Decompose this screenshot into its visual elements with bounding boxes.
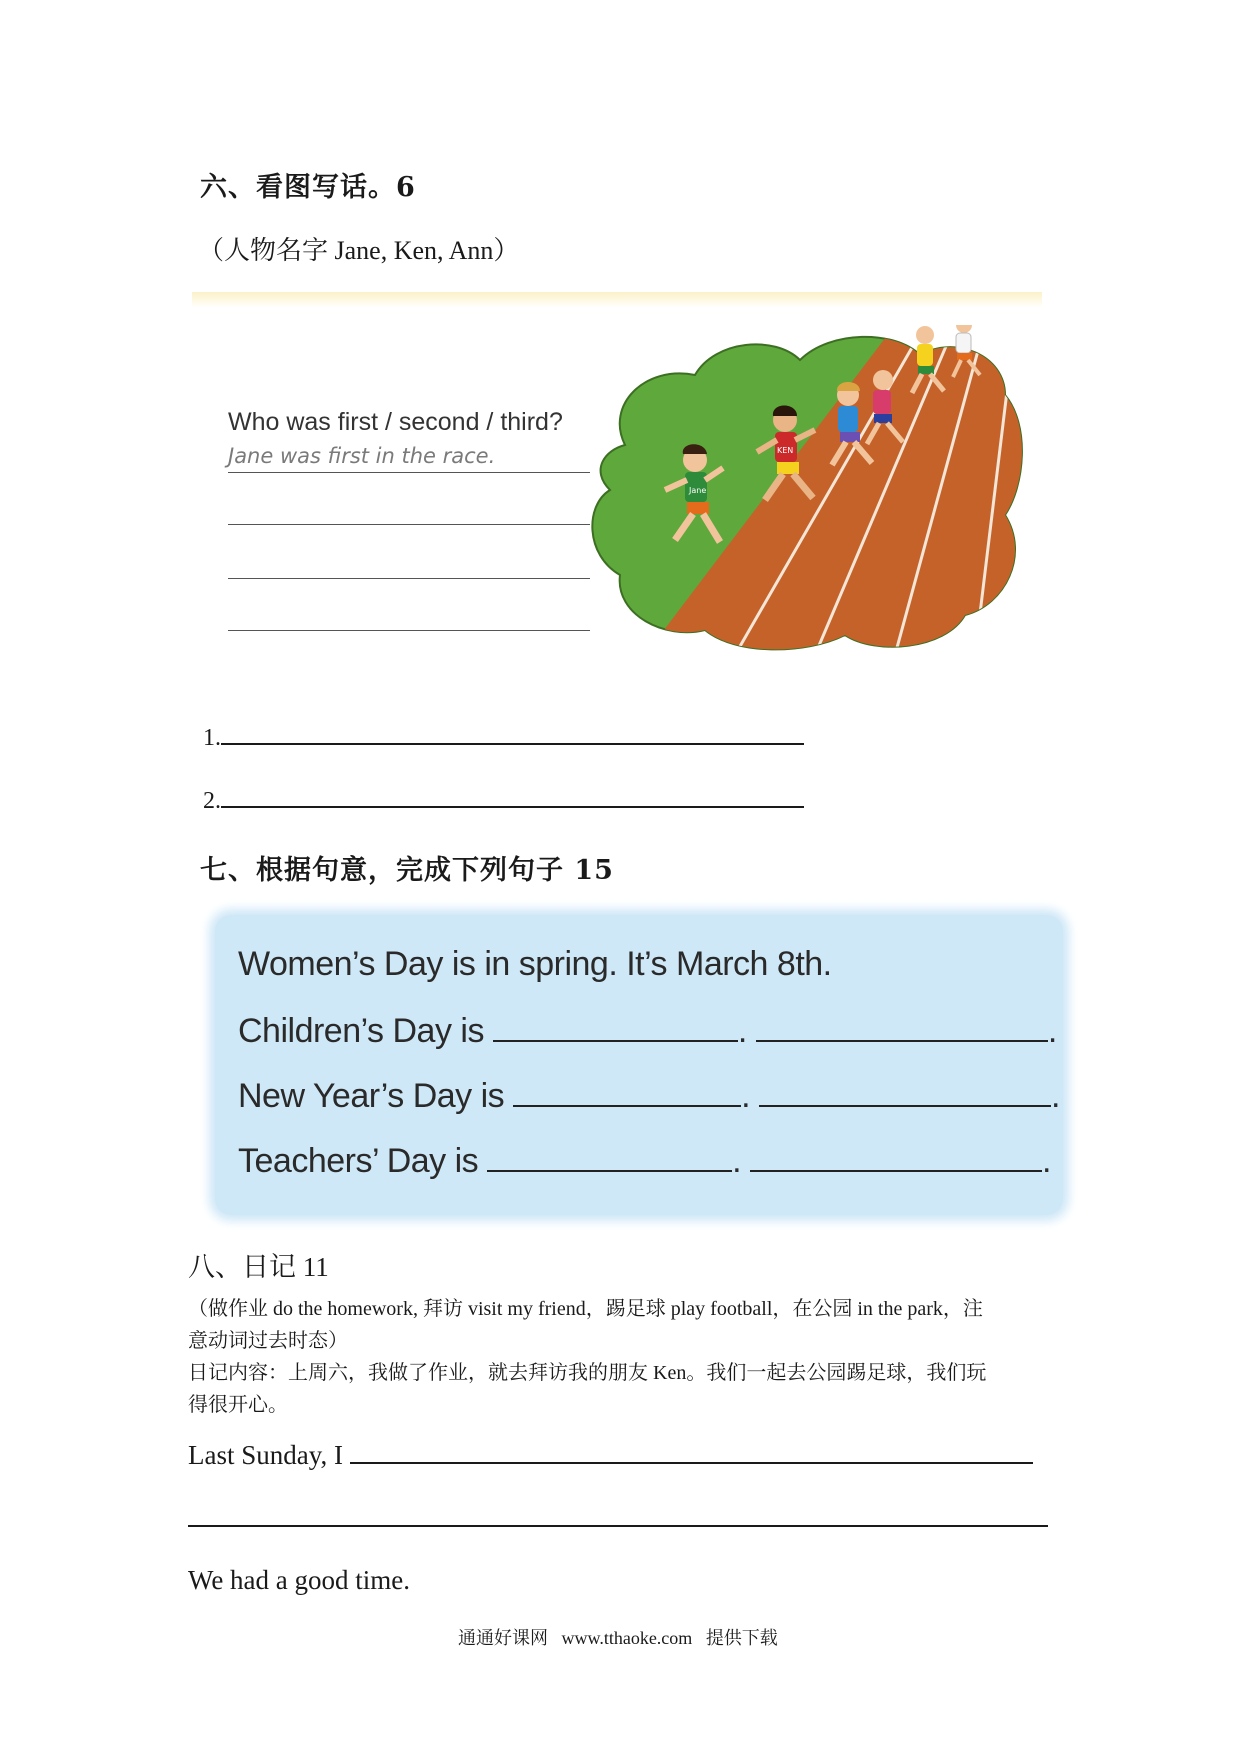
footer xyxy=(458,1624,778,1650)
diary-closing: We had a good time. xyxy=(188,1565,411,1595)
new-years-day-blank-1[interactable] xyxy=(513,1075,741,1107)
picture-example-answer: Jane was first in the race. xyxy=(228,444,496,468)
diary-start-text: Last Sunday, I xyxy=(188,1440,343,1470)
new-years-day-end: . xyxy=(1051,1077,1060,1115)
new-years-day-blank-2[interactable] xyxy=(759,1075,1051,1107)
footer-suffix: 提供下载 xyxy=(705,1628,778,1648)
sentence-label-childrens-day: Children’s Day is xyxy=(238,1012,484,1050)
childrens-day-separator: . xyxy=(737,1012,747,1050)
diary-blank-2[interactable] xyxy=(188,1525,1048,1527)
diary-start-row xyxy=(188,1440,1033,1471)
picture-answer-line-3 xyxy=(228,578,590,579)
runner-ken-bib: KEN xyxy=(777,446,794,455)
sentence-label-teachers-day: Teachers’ Day is xyxy=(238,1142,479,1180)
diary-content-2: 得很开心。 xyxy=(188,1394,288,1416)
section7-heading: 七、根据句意，完成下列句子 15 xyxy=(200,855,614,886)
footer-site-name: 通通好课网 xyxy=(458,1628,548,1648)
answer-blank-2[interactable] xyxy=(221,806,804,808)
sentence-row-new-years-day xyxy=(238,1075,1060,1116)
teachers-day-end: . xyxy=(1042,1142,1051,1180)
answer-row-1 xyxy=(203,725,804,752)
diary-hint-1: （做作业 do the homework, 拜访 visit my friend，踢足球 play football，在公园 in the park，注 xyxy=(188,1298,983,1320)
new-years-day-separator: . xyxy=(741,1077,751,1115)
example-sentence: Women’s Day is in spring. It’s March 8th. xyxy=(238,945,832,983)
teachers-day-blank-1[interactable] xyxy=(487,1140,732,1172)
section6-heading: 六、看图写话。6 xyxy=(200,172,416,203)
picture-answer-line-4 xyxy=(228,630,590,631)
childrens-day-blank-2[interactable] xyxy=(756,1010,1048,1042)
sentence-row-teachers-day xyxy=(238,1140,1051,1181)
answer-number-2: 2. xyxy=(203,788,221,814)
sentence-row-childrens-day xyxy=(238,1010,1057,1051)
section8-heading: 八、日记 11 xyxy=(188,1252,329,1282)
picture-answer-line-1 xyxy=(228,472,590,473)
childrens-day-blank-1[interactable] xyxy=(493,1010,738,1042)
picture-question: Who was first / second / third? xyxy=(228,408,563,436)
teachers-day-separator: . xyxy=(732,1142,742,1180)
section6-names-note: （人物名字 Jane, Ken, Ann） xyxy=(198,236,520,265)
illustration-top-strip xyxy=(192,292,1042,308)
runner-jane-bib: Jane xyxy=(689,486,707,495)
race-illustration xyxy=(585,325,1025,655)
diary-hint-2: 意动词过去时态） xyxy=(188,1330,348,1352)
diary-blank-1[interactable] xyxy=(350,1462,1033,1464)
picture-answer-line-2 xyxy=(228,524,590,525)
footer-url[interactable]: www.tthaoke.com xyxy=(561,1628,693,1648)
answer-number-1: 1. xyxy=(203,725,221,751)
childrens-day-end: . xyxy=(1047,1012,1057,1050)
answer-row-2 xyxy=(203,788,804,815)
answer-blank-1[interactable] xyxy=(221,743,804,745)
diary-content-1: 日记内容：上周六，我做了作业，就去拜访我的朋友 Ken。我们一起去公园踢足球，我们玩 xyxy=(188,1362,987,1384)
teachers-day-blank-2[interactable] xyxy=(750,1140,1042,1172)
sentence-label-new-years-day: New Year’s Day is xyxy=(238,1077,505,1115)
